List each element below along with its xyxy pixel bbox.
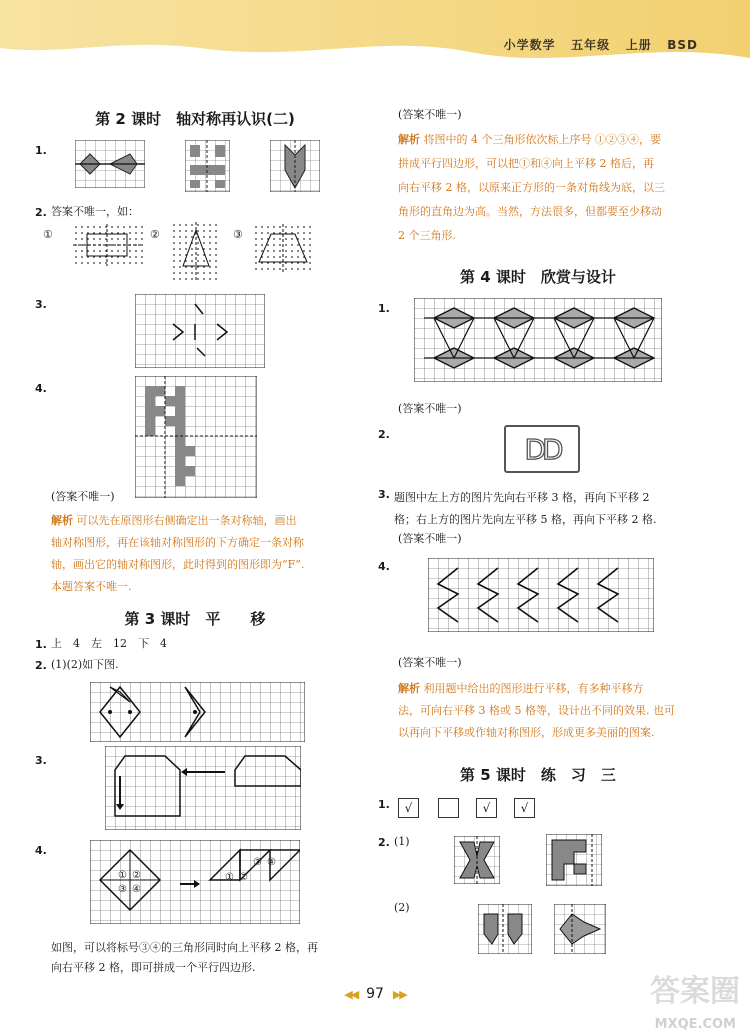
lesson5-q1-checkbox-3: √ bbox=[476, 798, 497, 818]
lesson3-q4-mark-1a: ① bbox=[118, 870, 127, 881]
lesson3-q2-text: (1)(2)如下图. bbox=[51, 658, 119, 671]
header-volume: 上册 bbox=[625, 38, 652, 52]
lesson4-q3-number: 3. bbox=[378, 488, 390, 501]
lesson4-q1-number: 1. bbox=[378, 302, 390, 315]
lesson4-q2-figure bbox=[504, 425, 580, 473]
lesson3-q2-number: 2. bbox=[35, 659, 47, 672]
lesson5-q2-figure-1b bbox=[546, 834, 602, 886]
watermark-logo: 答案圈 bbox=[650, 974, 740, 1009]
lesson3-q4-mark-1b: ① bbox=[225, 872, 234, 883]
lesson3-q4-mark-2a: ② bbox=[132, 870, 141, 881]
page-number: 97 bbox=[366, 986, 384, 1002]
lesson3-q4-explanation bbox=[51, 938, 381, 978]
lesson5-q2-sub1: (1) bbox=[394, 835, 410, 848]
header-grade: 五年级 bbox=[571, 38, 611, 52]
lesson4-note-4: (答案不唯一) bbox=[398, 656, 462, 669]
lesson2-q3-number: 3. bbox=[35, 298, 47, 311]
lesson3-q4-mark-2b: ② bbox=[239, 872, 248, 883]
lesson5-q2-sub2: (2) bbox=[394, 901, 410, 914]
lesson4-q3-text-1: 题图中左上方的图片先向右平移 3 格，再向下平移 2 bbox=[394, 491, 650, 504]
right-top-analysis-line-4: 角形的直角边为高。当然，方法很多，但都要至少移动 bbox=[398, 205, 662, 218]
lesson3-q4-mark-4b: ④ bbox=[267, 857, 276, 868]
right-top-analysis-label: 解析 bbox=[398, 133, 420, 146]
lesson3-q3-number: 3. bbox=[35, 754, 47, 767]
lesson5-q1-checkbox-2 bbox=[438, 798, 459, 818]
lesson2-title: 第 2 课时 轴对称再认识(二) bbox=[95, 110, 295, 128]
lesson4-note-3: (答案不唯一) bbox=[398, 532, 462, 545]
lesson4-q3-answer bbox=[394, 487, 704, 531]
lesson5-q1-checkbox-4: √ bbox=[514, 798, 535, 818]
lesson2-q2-text: 答案不唯一，如： bbox=[51, 205, 139, 218]
watermark-url: MXQE.COM bbox=[654, 1017, 736, 1032]
lesson2-q2-figure-1 bbox=[73, 224, 143, 266]
lesson3-q2-grid bbox=[90, 682, 305, 742]
lesson2-q2-figure-2 bbox=[171, 222, 221, 282]
lesson2-analysis-line-3: 轴，画出它的轴对称图形，此时得到的图形即为“F”. bbox=[51, 558, 305, 571]
lesson4-analysis-line-1: 利用题中给出的图形进行平移，有多种平移方 bbox=[423, 682, 644, 695]
lesson5-q2-figure-2b bbox=[554, 904, 606, 954]
lesson4-q4-grid bbox=[428, 558, 654, 632]
lesson4-note-1: (答案不唯一) bbox=[398, 402, 462, 415]
lesson2-q2-mark-2: ② bbox=[150, 228, 160, 241]
right-top-analysis-line-3: 向右平移 2 格，以原来正方形的一条对角线为底，以三 bbox=[398, 181, 665, 194]
lesson4-q1-grid bbox=[414, 298, 662, 382]
lesson3-q1-number: 1. bbox=[35, 638, 47, 651]
right-top-analysis-line-5: 2 个三角形. bbox=[398, 229, 456, 242]
lesson3-q3-grid bbox=[105, 746, 301, 830]
prev-arrows-icon: ◀◀ bbox=[344, 988, 358, 1001]
lesson5-q2-number: 2. bbox=[378, 836, 390, 849]
lesson3-q4-number: 4. bbox=[35, 844, 47, 857]
lesson3-q4-mark-3a: ③ bbox=[118, 884, 127, 895]
header-edition: BSD bbox=[667, 38, 698, 52]
lesson2-analysis-line-2: 轴对称图形，再在该轴对称图形的下方确定一条对称 bbox=[51, 536, 304, 549]
lesson3-q4-text-1: 如图，可以将标号③④的三角形同时向上平移 2 格，再 bbox=[51, 941, 318, 954]
header-banner bbox=[0, 0, 750, 70]
lesson5-q1-number: 1. bbox=[378, 798, 390, 811]
lesson4-q4-number: 4. bbox=[378, 560, 390, 573]
lesson2-q3-grid bbox=[135, 294, 265, 368]
right-top-analysis-line-2: 拼成平行四边形，可以把①和④向上平移 2 格后，再 bbox=[398, 157, 654, 170]
lesson4-analysis bbox=[398, 678, 698, 744]
book-header bbox=[504, 36, 698, 53]
lesson4-analysis-line-2: 法，可向右平移 3 格或 5 格等，设计出不同的效果. 也可 bbox=[398, 704, 675, 717]
lesson2-q1-figure-b bbox=[185, 140, 230, 192]
lesson3-q1-text: 上 4 左 12 下 4 bbox=[51, 637, 167, 650]
lesson3-title: 第 3 课时 平 移 bbox=[124, 610, 266, 628]
page-footer bbox=[0, 986, 750, 1002]
lesson5-title: 第 5 课时 练 习 三 bbox=[460, 766, 616, 784]
lesson5-q2-figure-2a bbox=[478, 904, 532, 954]
lesson2-analysis bbox=[51, 510, 371, 598]
lesson2-q2-figure-3 bbox=[253, 224, 313, 272]
lesson3-q4-mark-4a: ④ bbox=[132, 884, 141, 895]
lesson2-q4-number: 4. bbox=[35, 382, 47, 395]
lesson4-analysis-line-3: 以再向下平移或作轴对称图形，形成更多美丽的图案. bbox=[398, 726, 655, 739]
right-top-analysis bbox=[398, 128, 698, 248]
lesson2-analysis-label: 解析 bbox=[51, 514, 73, 527]
lesson2-q4-grid bbox=[135, 376, 257, 498]
lesson3-q4-mark-3b: ③ bbox=[253, 857, 262, 868]
lesson2-q1-figure-a bbox=[75, 140, 145, 188]
lesson2-analysis-line-1: 可以先在原图形右侧确定出一条对称轴，画出 bbox=[76, 514, 297, 527]
lesson2-analysis-line-4: 本题答案不唯一. bbox=[51, 580, 132, 593]
lesson5-q1-checkbox-1: √ bbox=[398, 798, 419, 818]
lesson2-q2-number: 2. bbox=[35, 206, 47, 219]
header-subject: 小学数学 bbox=[503, 38, 556, 52]
lesson4-q3-text-2: 格；右上方的图片先向左平移 5 格，再向下平移 2 格. bbox=[394, 513, 657, 526]
right-top-analysis-line-1: 将图中的 4 个三角形依次标上序号 ①②③④，要 bbox=[423, 133, 661, 146]
lesson4-analysis-label: 解析 bbox=[398, 682, 420, 695]
lesson2-q1-figure-c bbox=[270, 140, 320, 192]
right-top-note: (答案不唯一) bbox=[398, 108, 462, 121]
lesson5-q2-figure-1a bbox=[454, 836, 500, 884]
lesson4-q2-number: 2. bbox=[378, 428, 390, 441]
lesson4-title: 第 4 课时 欣赏与设计 bbox=[460, 268, 616, 286]
lesson2-q1-number: 1. bbox=[35, 144, 47, 157]
lesson2-q2-mark-1: ① bbox=[43, 228, 53, 241]
lesson2-note: (答案不唯一) bbox=[51, 490, 115, 503]
next-arrows-icon: ▶▶ bbox=[392, 988, 406, 1001]
lesson3-q4-text-2: 向右平移 2 格，即可拼成一个平行四边形. bbox=[51, 961, 256, 974]
lesson2-q2-mark-3: ③ bbox=[233, 228, 243, 241]
lesson4-q2-figure-text: DD bbox=[524, 432, 560, 466]
